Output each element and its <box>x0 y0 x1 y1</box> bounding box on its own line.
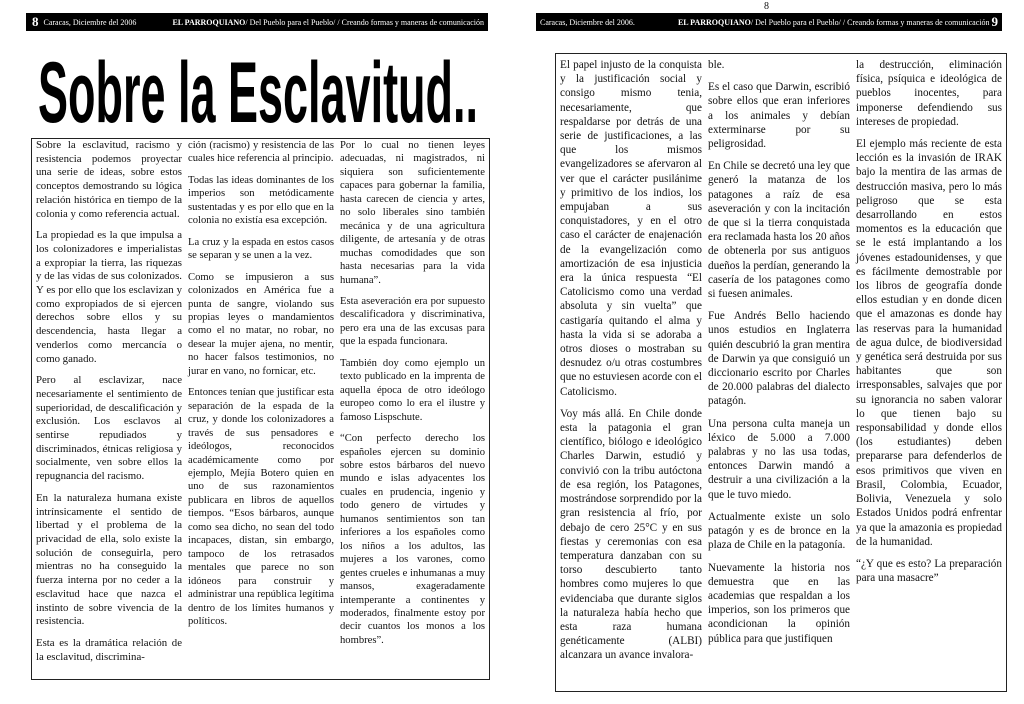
article-paragraph: En la naturaleza humana existe intrínsicamente el sentido de libertad y el problema de la privacidad de ella, solo existe la solución de conseguirla, pero mientras no ha conseguido la fuerza interna por no ceder a la esclavitud hace que nazca el instinto de sobre vivencia de la resistencia. <box>36 491 182 628</box>
right-page <box>512 0 1024 704</box>
article-box <box>555 53 1007 692</box>
article-paragraph: El ejemplo más reciente de esta lección es la invasión de IRAK bajo la mentira de las armas de destrucción masiva, pero lo más peligroso que se esta desarrollando en estos momentos es la educación que se le está implantando a los jóvenes estadounidenses, y que es fácilmente demostrable por los libros de geografía donde ellos estudian y en donde dicen que el amazonas es donde hay las reservas para la humanidad de agua dulce, de biodiversidad y genética será destruida por sus habitantes que son irresponsables, salvajes que por su ignorancia no saben valorar lo que tienen bajo su responsabilidad y donde ellos (los estudiantes) deben prepararse para defenderlos de esos primitivos que viven en Brasil, Colombia, Ecuador, Bolivia, Venezuela y solo Estados Unidos podrá enfrentar ya que la amazonia es propiedad de la humanidad. <box>856 138 1002 548</box>
article-paragraph: “¿Y que es esto? La preparación para una masacre” <box>856 557 1002 585</box>
page-number: 9 <box>991 14 998 29</box>
article-paragraph: Es el caso que Darwin, escribió sobre ellos que eran inferiores a los animales y debían exterminarse por su peligrosidad. <box>708 81 850 151</box>
article-paragraph: La propiedad es la que impulsa a los colonizadores e imperialistas a expropiar la tierra, las riquezas y de las vidas de sus colonizados. Y es por ello que los esclavizan y como expropiados de si ejercen derechos sobre ellos y su descendencia, hasta llegar a venderlos como mercancía o como ganado. <box>36 229 182 365</box>
article-paragraph: Sobre la esclavitud, racismo y resistencia podemos proyectar una serie de ideas, sobre estos conceptos demostrando su lógica relación histórica en tiempo de la colonia y como referencia actual. <box>36 139 182 220</box>
article-column <box>560 58 702 671</box>
article-paragraph: ción (racismo) y resistencia de las cuales hice referencia al principio. <box>188 140 334 165</box>
article-paragraph: La cruz y la espada en estos casos se separan y se unen a la vez. <box>188 236 334 262</box>
article-column <box>188 139 334 636</box>
right-page-header <box>536 13 1002 31</box>
article-paragraph: En Chile se decretó una ley que generó la matanza de los patagones a raíz de esa aseveración y con la incitación de que si la tierra conquistada era reclamada hasta los 20 años de obtenerla por sus antiguos dueños la perdían, generando la casería de los patagones como si fuesen animales. <box>708 160 850 301</box>
publication-name: EL PARROQUIANO <box>677 17 751 27</box>
article-paragraph: Entonces tenían que justificar esta separación de la espada de la cruz, y donde los colonizadores a través de sus pensadores e ideólogos, reconocidos académicamente como por ejemplo, Mejía Botero quien en uno de sus razonamientos publicara en libros de aquellos tiempos. “Esos bárbaros, aunque como sea dicho, no sean del todo incapaces, distan, sin embargo, tampoco de los retrasados mentales que parece no son idóneos para construir y administrar una república legítima dentro de los límites humanos y políticos. <box>188 387 334 627</box>
article-box <box>31 138 490 680</box>
article-paragraph: Nuevamente la historia nos demuestra que en las academias que respaldan a los imperios, son los primeros que acondicionan la opinión pública para que justifiquen <box>708 561 850 645</box>
left-page-header <box>26 13 488 31</box>
article-column <box>340 139 485 655</box>
article-paragraph: Fue Andrés Bello haciendo unos estudios en Inglaterra quién descubrió la gran mentira de Darwin ya que consiguió un diccionario escrito por Charles de 20.000 palabras del dialecto patagón. <box>708 310 850 408</box>
article-paragraph: El papel injusto de la conquista y la justificación social y consigo mismo tenia, necesariamente, que respaldarse por detrás de una serie de justificaciones, a las que los mismos evangelizadores se afervaron al ver que el carácter pusilánime y primitivo de los indios, los empujaban a sus conquistadores, y en el otro caso el carácter de enajenación de la evangelización como amortización de esa injusticia era la única respuesta “El Catolicismo como una verdad absoluta y sin vuelta” que castigaría quitando el alma y hasta la vida si se adoraba a otros dioses o mostraban su desnudez o/u otras costumbres que no estuviesen acorde con el Catolicismo. <box>560 59 702 398</box>
article-paragraph: ble. <box>708 59 725 71</box>
article-paragraph: Todas las ideas dominantes de los imperios son metódicamente sustentadas y es por ello que en la colonia no existía esa excepción. <box>188 174 334 227</box>
header-date: Caracas, Diciembre del 2006 <box>43 17 137 27</box>
article-column <box>856 58 1002 593</box>
publication-name: EL PARROQUIANO <box>172 17 246 27</box>
article-paragraph: la destrucción, eliminación física, psíquica e ideológica de pueblos inocentes, para imponerse defendiendo sus intereses de propiedad. <box>856 59 1002 128</box>
article-paragraph: También doy como ejemplo un texto publicado en la imprenta de aquella época de otro ideólogo europeo como lo era el ilustre y famoso Lispschute. <box>340 357 485 423</box>
article-paragraph: Como se impusieron a sus colonizados en América fue a punta de sangre, violando sus propias leyes o mandamientos como el no matar, no robar, no desear la mujer ajena, no mentir, no hacer falsos testimonios, no jurar en vano, no fornicar, etc. <box>188 271 334 377</box>
headline-text: Sobre la Esclavitud.. <box>38 45 478 132</box>
article-paragraph: Voy más allá. En Chile donde esta la patagonia el gran científico, biólogo e ideológico Charles Darwin, estudió y convivió con la tribu autóctona de esa región, los Patagones, mostrándose sorprendido por la gran resistencia al frío, por debajo de cero 25°C y en sus fiestas y ceremonias con esa temperatura danzaban con su torso descubierto tanto hombres como mujeres lo que evidenciaba que durante siglos la naturaleza había hecho que esta raza humana genéticamente (ALBI) alcanzara un avance invalora- <box>560 407 702 662</box>
article-column <box>708 58 850 654</box>
article-paragraph: Actualmente existe un solo patagón y es de bronce en la plaza de Chile en la patagonía. <box>708 510 850 552</box>
header-date: Caracas, Diciembre del 2006. <box>540 17 635 27</box>
article-paragraph: Pero al esclavizar, nace necesariamente el sentimiento de superioridad, de descalificación y exclusión. Los esclavos al sentirse repudiados y discriminados, étnicas religiosa y socialmente, ven sobre ellos la repugnancia del racismo. <box>36 374 182 483</box>
article-paragraph: Esta aseveración era por supuesto descalificadora y discriminativa, pero era una de las excusas para que la espada funcionara. <box>340 295 485 348</box>
publication-slogan: / Del Pueblo para el Pueblo/ / Creando formas y maneras de comunicación <box>750 17 990 27</box>
article-column <box>36 139 182 672</box>
article-paragraph: “Con perfecto derecho los españoles ejercen su dominio sobre estos bárbaros del nuevo mundo e islas adyacentes los cuales en prudencia, ingenio y todo genero de virtudes y humanos sentimientos son tan inferiores a los españoles como los niños a los adultos, las mujeres a los varones, como gentes crueles e inhumanas a muy mansos, exageradamente intemperante a continentes y moderados, finalmente estoy por decir cuantos los monos a los hombres”. <box>340 433 485 646</box>
headline <box>38 40 478 132</box>
publication-slogan: / Del Pueblo para el Pueblo/ / Creando formas y maneras de comunicación <box>245 17 484 27</box>
top-page-number: 8 <box>764 1 769 12</box>
article-paragraph: Por lo cual no tienen leyes adecuadas, ni magistrados, ni siquiera son suficientemente capaces para gobernar la familia, hasta carecen de ciencia y artes, no solo liberales sino también mecánica y de una agricultura diligente, de artesanía y de otras muchas comodidades que son hasta necesarias para la vida humana”. <box>340 140 485 286</box>
article-paragraph: Esta es la dramática relación de la esclavitud, discrimina- <box>36 636 182 663</box>
page-number: 8 <box>32 14 39 29</box>
article-paragraph: Una persona culta maneja un léxico de 5.000 a 7.000 palabras y no las usa todas, entonces Darwin mandó a destruir a una civilización a la que le tuvo miedo. <box>708 417 850 501</box>
